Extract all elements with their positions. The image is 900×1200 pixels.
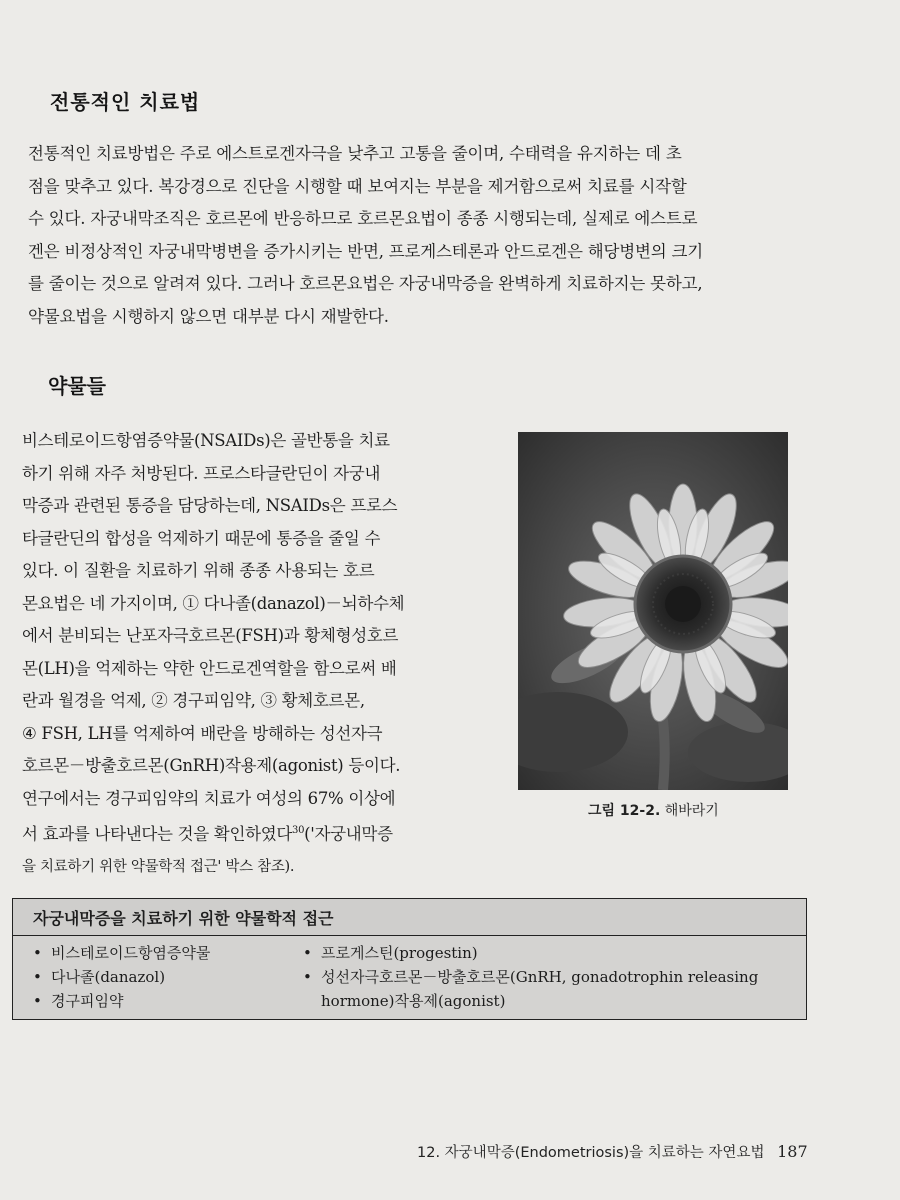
- bullet-icon: •: [303, 968, 312, 986]
- bullet-icon: •: [33, 992, 42, 1010]
- text-line: 을 치료하기 위한 약물학적 접근' 박스 참조).: [22, 859, 295, 875]
- text-line: ④ FSH, LH를 억제하여 배란을 방해하는 성선자극: [22, 723, 383, 743]
- text-line: 몬요법은 네 가지이며, ① 다나졸(danazol)－뇌하수체: [22, 593, 405, 613]
- text-line: 타글란딘의 합성을 억제하기 때문에 통증을 줄일 수: [22, 528, 381, 548]
- list-item-label: 경구피임약: [51, 992, 124, 1010]
- pharmacology-box: [12, 898, 807, 1020]
- text-line: 비스테로이드항염증약물(NSAIDs)은 골반통을 치료: [22, 431, 390, 450]
- text-line: 하기 위해 자주 처방된다. 프로스타글란딘이 자궁내: [22, 463, 381, 483]
- figure-caption-text: 해바라기: [664, 803, 719, 819]
- text-line: 있다. 이 질환을 치료하기 위해 종종 사용되는 호르: [22, 561, 375, 580]
- text-line: 전통적인 치료방법은 주로 에스트로겐자극을 낮추고 고통을 줄이며, 수태력을 유지하는 데 초: [28, 144, 682, 163]
- paragraph-traditional-treatment: [28, 138, 832, 334]
- text-line: 연구에서는 경구피임약의 치료가 여성의 67% 이상에: [22, 788, 396, 808]
- text-line: 란과 월경을 억제, ② 경구피임약, ③ 황체호르몬,: [22, 691, 365, 710]
- text-line: 에서 분비되는 난포자극호르몬(FSH)과 황체형성호르: [22, 626, 399, 645]
- list-item-continuation: hormone)작용제(agonist): [321, 992, 506, 1010]
- box-header: [13, 899, 806, 936]
- figure-caption: [588, 800, 719, 820]
- list-item: [303, 965, 758, 989]
- bullet-icon: •: [303, 944, 312, 962]
- text-line: 몬(LH)을 억제하는 약한 안드로겐역할을 함으로써 배: [22, 658, 397, 678]
- citation-superscript: 30: [292, 825, 305, 836]
- text-line-with-citation: [22, 815, 462, 851]
- list-item: [303, 941, 758, 965]
- text-line: 막증과 관련된 통증을 담당하는데, NSAIDs은 프로스: [22, 496, 398, 515]
- text-segment: ('자궁내막증: [304, 824, 393, 844]
- list-item-label: 성선자극호르몬－방출호르몬(GnRH, gonadotrophin releasing: [321, 968, 759, 986]
- list-item-label: 다나졸(danazol): [51, 968, 166, 986]
- bullet-icon: •: [33, 968, 42, 986]
- text-line: 겐은 비정상적인 자궁내막병변을 증가시키는 반면, 프로게스테론과 안드로겐은 해당병변의 크기: [28, 241, 703, 261]
- text-segment: 서 효과를 나타낸다는 것을 확인하였다: [22, 824, 293, 844]
- list-item: [33, 989, 210, 1013]
- box-title: 자궁내막증을 치료하기 위한 약물학적 접근: [33, 909, 334, 928]
- list-item-label: 비스테로이드항염증약물: [51, 944, 211, 962]
- text-line: 호르몬－방출호르몬(GnRH)작용제(agonist) 등이다.: [22, 756, 401, 775]
- paragraph-drugs: [22, 425, 462, 884]
- list-item: [33, 965, 210, 989]
- sunflower-photo: [518, 432, 788, 790]
- box-list-left: [33, 941, 210, 1013]
- section-title-drugs: 약물들: [48, 374, 106, 398]
- list-item-label: 프로게스틴(progestin): [321, 944, 478, 962]
- text-line: 약물요법을 시행하지 않으면 대부분 다시 재발한다.: [28, 306, 389, 326]
- figure-label: 그림 12-2.: [588, 803, 661, 819]
- running-footer-title: 12. 자궁내막증(Endometriosis)을 치료하는 자연요법: [417, 1145, 765, 1161]
- list-item: [33, 941, 210, 965]
- page-number: 187: [777, 1142, 808, 1161]
- page-footer: [417, 1141, 808, 1162]
- text-line: 수 있다. 자궁내막조직은 호르몬에 반응하므로 호르몬요법이 종종 시행되는데, 실제로 에스트로: [28, 209, 698, 229]
- bullet-icon: •: [33, 944, 42, 962]
- box-list-right: [303, 941, 758, 1013]
- text-line: 를 줄이는 것으로 알려져 있다. 그러나 호르몬요법은 자궁내막증을 완벽하게 치료하지는 못하고,: [28, 274, 703, 294]
- text-line: 점을 맞추고 있다. 복강경으로 진단을 시행할 때 보여지는 부분을 제거함으로써 치료를 시작할: [28, 176, 687, 196]
- section-title-traditional: 전통적인 치료법: [50, 90, 201, 114]
